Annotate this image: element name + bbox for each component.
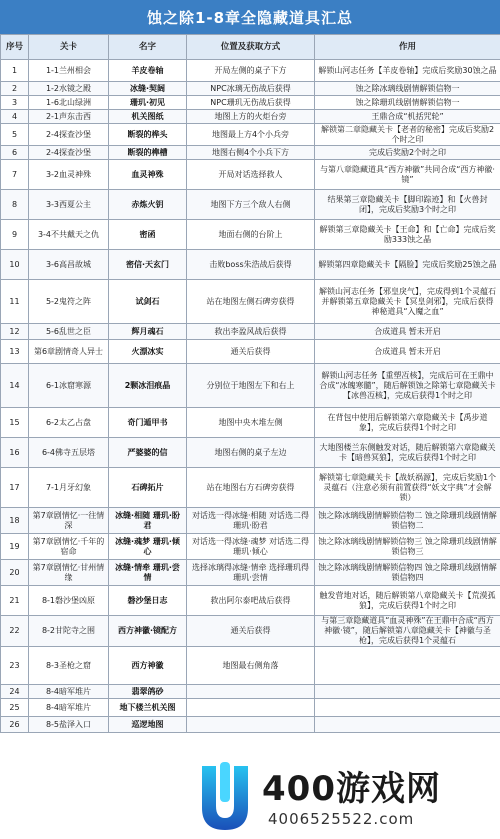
cell-no: 6 <box>1 146 29 160</box>
cell-name: 西方神徽 <box>109 647 187 685</box>
header-cell: 序号 <box>1 35 29 60</box>
cell-location: 地图最上方4个小兵旁 <box>187 124 315 146</box>
table-row <box>1 685 500 699</box>
cell-effect: 在背包中使用后解锁第六章隐藏关卡【禹步道象】，完成后获得1个时之印 <box>315 408 500 438</box>
table-row <box>1 124 500 146</box>
cell-no: 25 <box>1 699 29 717</box>
cell-level: 7-1月牙幻象 <box>29 468 109 508</box>
header-cell: 位置及获取方式 <box>187 35 315 60</box>
cell-level: 第7章剧情忆·千年的宿命 <box>29 534 109 560</box>
table-row <box>1 616 500 647</box>
cell-location: 地图下方三个敌人右侧 <box>187 190 315 220</box>
cell-location: 对话选一得冰缝·魂梦 对话选二得珊玑·倾心 <box>187 534 315 560</box>
cell-level: 6-1冰窟寒源 <box>29 364 109 408</box>
cell-effect: 解锁第四章隐藏关卡【隔脸】完成后奖励25蚀之晶 <box>315 250 500 280</box>
cell-location: 地图上方的火炬台旁 <box>187 110 315 124</box>
cell-location: 地图中央木堆左侧 <box>187 408 315 438</box>
cell-name: 断裂的桦头 <box>109 124 187 146</box>
cell-name: 磐沙堡日志 <box>109 586 187 616</box>
cell-effect: 解锁山河志任务【羊皮卷轴】完成后奖励30蚀之晶 <box>315 60 500 82</box>
table-row <box>1 110 500 124</box>
cell-location: 选择冰璃得冰缝·情牵 选择珊玑得珊玑·尝情 <box>187 560 315 586</box>
table-row <box>1 96 500 110</box>
cell-name: 奇门遁甲书 <box>109 408 187 438</box>
cell-level: 8-4暗军堆片 <box>29 685 109 699</box>
cell-name: 密函 <box>109 220 187 250</box>
cell-no: 15 <box>1 408 29 438</box>
cell-name: 翡翠鸽砂 <box>109 685 187 699</box>
cell-level: 5-2鬼符之阵 <box>29 280 109 324</box>
cell-level: 8-3圣枪之窟 <box>29 647 109 685</box>
cell-effect: 蚀之除冰璃线剧情解锁信物一 <box>315 82 500 96</box>
brand-name: 400游戏网 <box>262 769 441 809</box>
cell-name: 冰缝·契阔 <box>109 82 187 96</box>
cell-effect: 解锁山河志任务【重塑冱核】，完成后可在王鼎中合成“冰魄寒髓”，随后解锁蚀之除第七章隐藏关卡【冰兽冱核】，完成后获得1个时之印 <box>315 364 500 408</box>
cell-no: 10 <box>1 250 29 280</box>
cell-name: 冰缝·魂梦 珊玑·倾心 <box>109 534 187 560</box>
cell-name: 冰缝·情牵 珊玑·尝情 <box>109 560 187 586</box>
table-row <box>1 560 500 586</box>
cell-level: 8-1磐沙堡凶原 <box>29 586 109 616</box>
cell-name: 试剑石 <box>109 280 187 324</box>
cell-no: 1 <box>1 60 29 82</box>
cell-effect <box>315 685 500 699</box>
table-row <box>1 508 500 534</box>
cell-location: 分别位于地图左下和右上 <box>187 364 315 408</box>
cell-level: 8-5盐泽入口 <box>29 717 109 733</box>
cell-level: 1-1兰州相会 <box>29 60 109 82</box>
cell-effect: 与第三章隐藏道具“血灵神殊”在王鼎中合成“西方神徽·镜”，随后解锁第八章隐藏关卡【神徽与圣枪】，完成后获得1个灵蕴石 <box>315 616 500 647</box>
cell-name: 赤炼火钥 <box>109 190 187 220</box>
table-row <box>1 364 500 408</box>
cell-no: 7 <box>1 160 29 190</box>
table-row <box>1 250 500 280</box>
cell-effect: 蚀之除冰璃线剧情解锁信物二 蚀之除珊玑线剧情解锁信物二 <box>315 508 500 534</box>
cell-no: 12 <box>1 324 29 340</box>
brand-phone: 4006525522.com <box>268 810 415 828</box>
table-row <box>1 408 500 438</box>
cell-name: 断裂的榫槽 <box>109 146 187 160</box>
cell-location: 站在地图右方石碑旁获得 <box>187 468 315 508</box>
cell-level: 第7章剧情忆·一往情深 <box>29 508 109 534</box>
cell-no: 22 <box>1 616 29 647</box>
cell-level: 5-6乱世之臣 <box>29 324 109 340</box>
cell-name: 辉月魂石 <box>109 324 187 340</box>
cell-level: 3-4不共戴天之仇 <box>29 220 109 250</box>
table-row <box>1 280 500 324</box>
table-row <box>1 534 500 560</box>
cell-level: 1-2水镜之殿 <box>29 82 109 96</box>
table-row <box>1 60 500 82</box>
cell-effect: 触发营地对话，随后解锁第八章隐藏关卡【荒漠孤狼】，完成后获得1个时之印 <box>315 586 500 616</box>
cell-location: 站在地图左侧石碑旁获得 <box>187 280 315 324</box>
table-row <box>1 717 500 733</box>
table-row <box>1 340 500 364</box>
page-title: 蚀之除1-8章全隐藏道具汇总 <box>0 0 500 34</box>
cell-name: 严婆婆的信 <box>109 438 187 468</box>
cell-effect: 王鼎合成“机括咒轮” <box>315 110 500 124</box>
cell-no: 14 <box>1 364 29 408</box>
cell-name: 地下楼兰机关图 <box>109 699 187 717</box>
table-row <box>1 220 500 250</box>
cell-level: 2-4探查沙堡 <box>29 146 109 160</box>
cell-location <box>187 717 315 733</box>
cell-level: 1-6北山绿洲 <box>29 96 109 110</box>
cell-name: 密信·天玄门 <box>109 250 187 280</box>
cell-level: 第7章剧情忆·甘州情缘 <box>29 560 109 586</box>
cell-effect: 合成道具 暂未开启 <box>315 340 500 364</box>
cell-no: 26 <box>1 717 29 733</box>
table-header-row <box>1 35 500 60</box>
table-row <box>1 82 500 96</box>
cell-location: NPC冰璃无伤战后获得 <box>187 82 315 96</box>
cell-no: 19 <box>1 534 29 560</box>
header-cell: 关卡 <box>29 35 109 60</box>
cell-location <box>187 685 315 699</box>
table-row <box>1 647 500 685</box>
cell-no: 11 <box>1 280 29 324</box>
cell-name: 巡逻地图 <box>109 717 187 733</box>
cell-effect <box>315 699 500 717</box>
cell-level: 3-2血灵神殊 <box>29 160 109 190</box>
cell-location: 对话选一得冰缝·相随 对话选二得珊玑·盼君 <box>187 508 315 534</box>
cell-no: 8 <box>1 190 29 220</box>
cell-level: 3-3西夏公主 <box>29 190 109 220</box>
cell-no: 18 <box>1 508 29 534</box>
cell-name: 西方神徽·镜配方 <box>109 616 187 647</box>
cell-level: 8-4暗军堆片 <box>29 699 109 717</box>
cell-name: 珊玑·初见 <box>109 96 187 110</box>
table-row <box>1 160 500 190</box>
cell-name: 冰缝·相随 珊玑·盼君 <box>109 508 187 534</box>
cell-name: 火漂冰实 <box>109 340 187 364</box>
header-cell: 作用 <box>315 35 500 60</box>
cell-no: 2 <box>1 82 29 96</box>
cell-effect: 解锁山河志任务【邪皇戾气】，完成得到1个灵蕴石并解锁第五章隐藏关卡【冥皇剑邪】，完成后获得神秘道具“入魔之血” <box>315 280 500 324</box>
cell-level: 6-2太乙占盘 <box>29 408 109 438</box>
cell-location: 救出李盈风战后获得 <box>187 324 315 340</box>
cell-effect: 结果第三章隐藏关卡【脚印踪迹】和【火兽封闭】，完成后奖励3个时之印 <box>315 190 500 220</box>
table-row <box>1 586 500 616</box>
u-shaped-logo-icon <box>196 762 254 834</box>
cell-location: 开局左侧的桌子下方 <box>187 60 315 82</box>
cell-no: 21 <box>1 586 29 616</box>
cell-no: 17 <box>1 468 29 508</box>
cell-effect: 完成后奖励2个时之印 <box>315 146 500 160</box>
cell-location: 地图最右侧角落 <box>187 647 315 685</box>
cell-no: 16 <box>1 438 29 468</box>
cell-name: 血灵神殊 <box>109 160 187 190</box>
cell-effect: 蚀之除冰璃线剧情解锁信物四 蚀之除珊玑线剧情解锁信物四 <box>315 560 500 586</box>
cell-no: 4 <box>1 110 29 124</box>
cell-effect: 与第八章隐藏道具“西方神徽”共同合成“西方神徽·镜” <box>315 160 500 190</box>
cell-no: 23 <box>1 647 29 685</box>
cell-location <box>187 699 315 717</box>
cell-level: 2-1声东击西 <box>29 110 109 124</box>
cell-no: 3 <box>1 96 29 110</box>
cell-effect: 蚀之除冰璃线剧情解锁信物三 蚀之除珊玑线剧情解锁信物三 <box>315 534 500 560</box>
cell-level: 2-4探查沙堡 <box>29 124 109 146</box>
cell-no: 13 <box>1 340 29 364</box>
cell-name: 石碑拓片 <box>109 468 187 508</box>
items-table <box>0 34 500 733</box>
cell-no: 24 <box>1 685 29 699</box>
table-row <box>1 438 500 468</box>
cell-level: 6-4佛寺五层塔 <box>29 438 109 468</box>
cell-effect <box>315 647 500 685</box>
cell-location: 开局对话选择救人 <box>187 160 315 190</box>
cell-location: 通关后获得 <box>187 340 315 364</box>
cell-location: 击败boss朱浩战后获得 <box>187 250 315 280</box>
table-row <box>1 468 500 508</box>
cell-no: 5 <box>1 124 29 146</box>
table-row <box>1 324 500 340</box>
cell-no: 20 <box>1 560 29 586</box>
cell-location: NPC珊玑无伤战后获得 <box>187 96 315 110</box>
cell-location: 通关后获得 <box>187 616 315 647</box>
cell-effect: 解锁第七章隐藏关卡【战妖祸源】，完成后奖励1个灵蕴石（注意必须有前置获得“妖文字典”才会解锁） <box>315 468 500 508</box>
cell-location: 地图右侧4个小兵下方 <box>187 146 315 160</box>
cell-level: 8-2甘陀寺之围 <box>29 616 109 647</box>
table-row <box>1 699 500 717</box>
cell-level: 3-6高昌故城 <box>29 250 109 280</box>
table-row <box>1 146 500 160</box>
cell-name: 羊皮卷轴 <box>109 60 187 82</box>
header-cell: 名字 <box>109 35 187 60</box>
cell-name: 2颗冰泪痕晶 <box>109 364 187 408</box>
cell-effect: 大地图楼兰东侧触发对话，随后解锁第六章隐藏关卡【暗兽冥狼】，完成后获得1个时之印 <box>315 438 500 468</box>
cell-level: 第6章剧情奇人异士 <box>29 340 109 364</box>
cell-location: 地图右侧的桌子左边 <box>187 438 315 468</box>
cell-no: 9 <box>1 220 29 250</box>
cell-effect: 合成道具 暂未开启 <box>315 324 500 340</box>
cell-effect: 蚀之除珊玑线剧情解锁信物一 <box>315 96 500 110</box>
table-row <box>1 190 500 220</box>
cell-effect <box>315 717 500 733</box>
cell-effect: 解锁第二章隐藏关卡【老者的秘密】完成后奖励2个时之印 <box>315 124 500 146</box>
cell-name: 机关图纸 <box>109 110 187 124</box>
cell-location: 救出阿尔泰吧战后获得 <box>187 586 315 616</box>
cell-effect: 解锁第三章隐藏关卡【王命】和【亡命】完成后奖励333蚀之晶 <box>315 220 500 250</box>
cell-location: 地面右侧的台阶上 <box>187 220 315 250</box>
